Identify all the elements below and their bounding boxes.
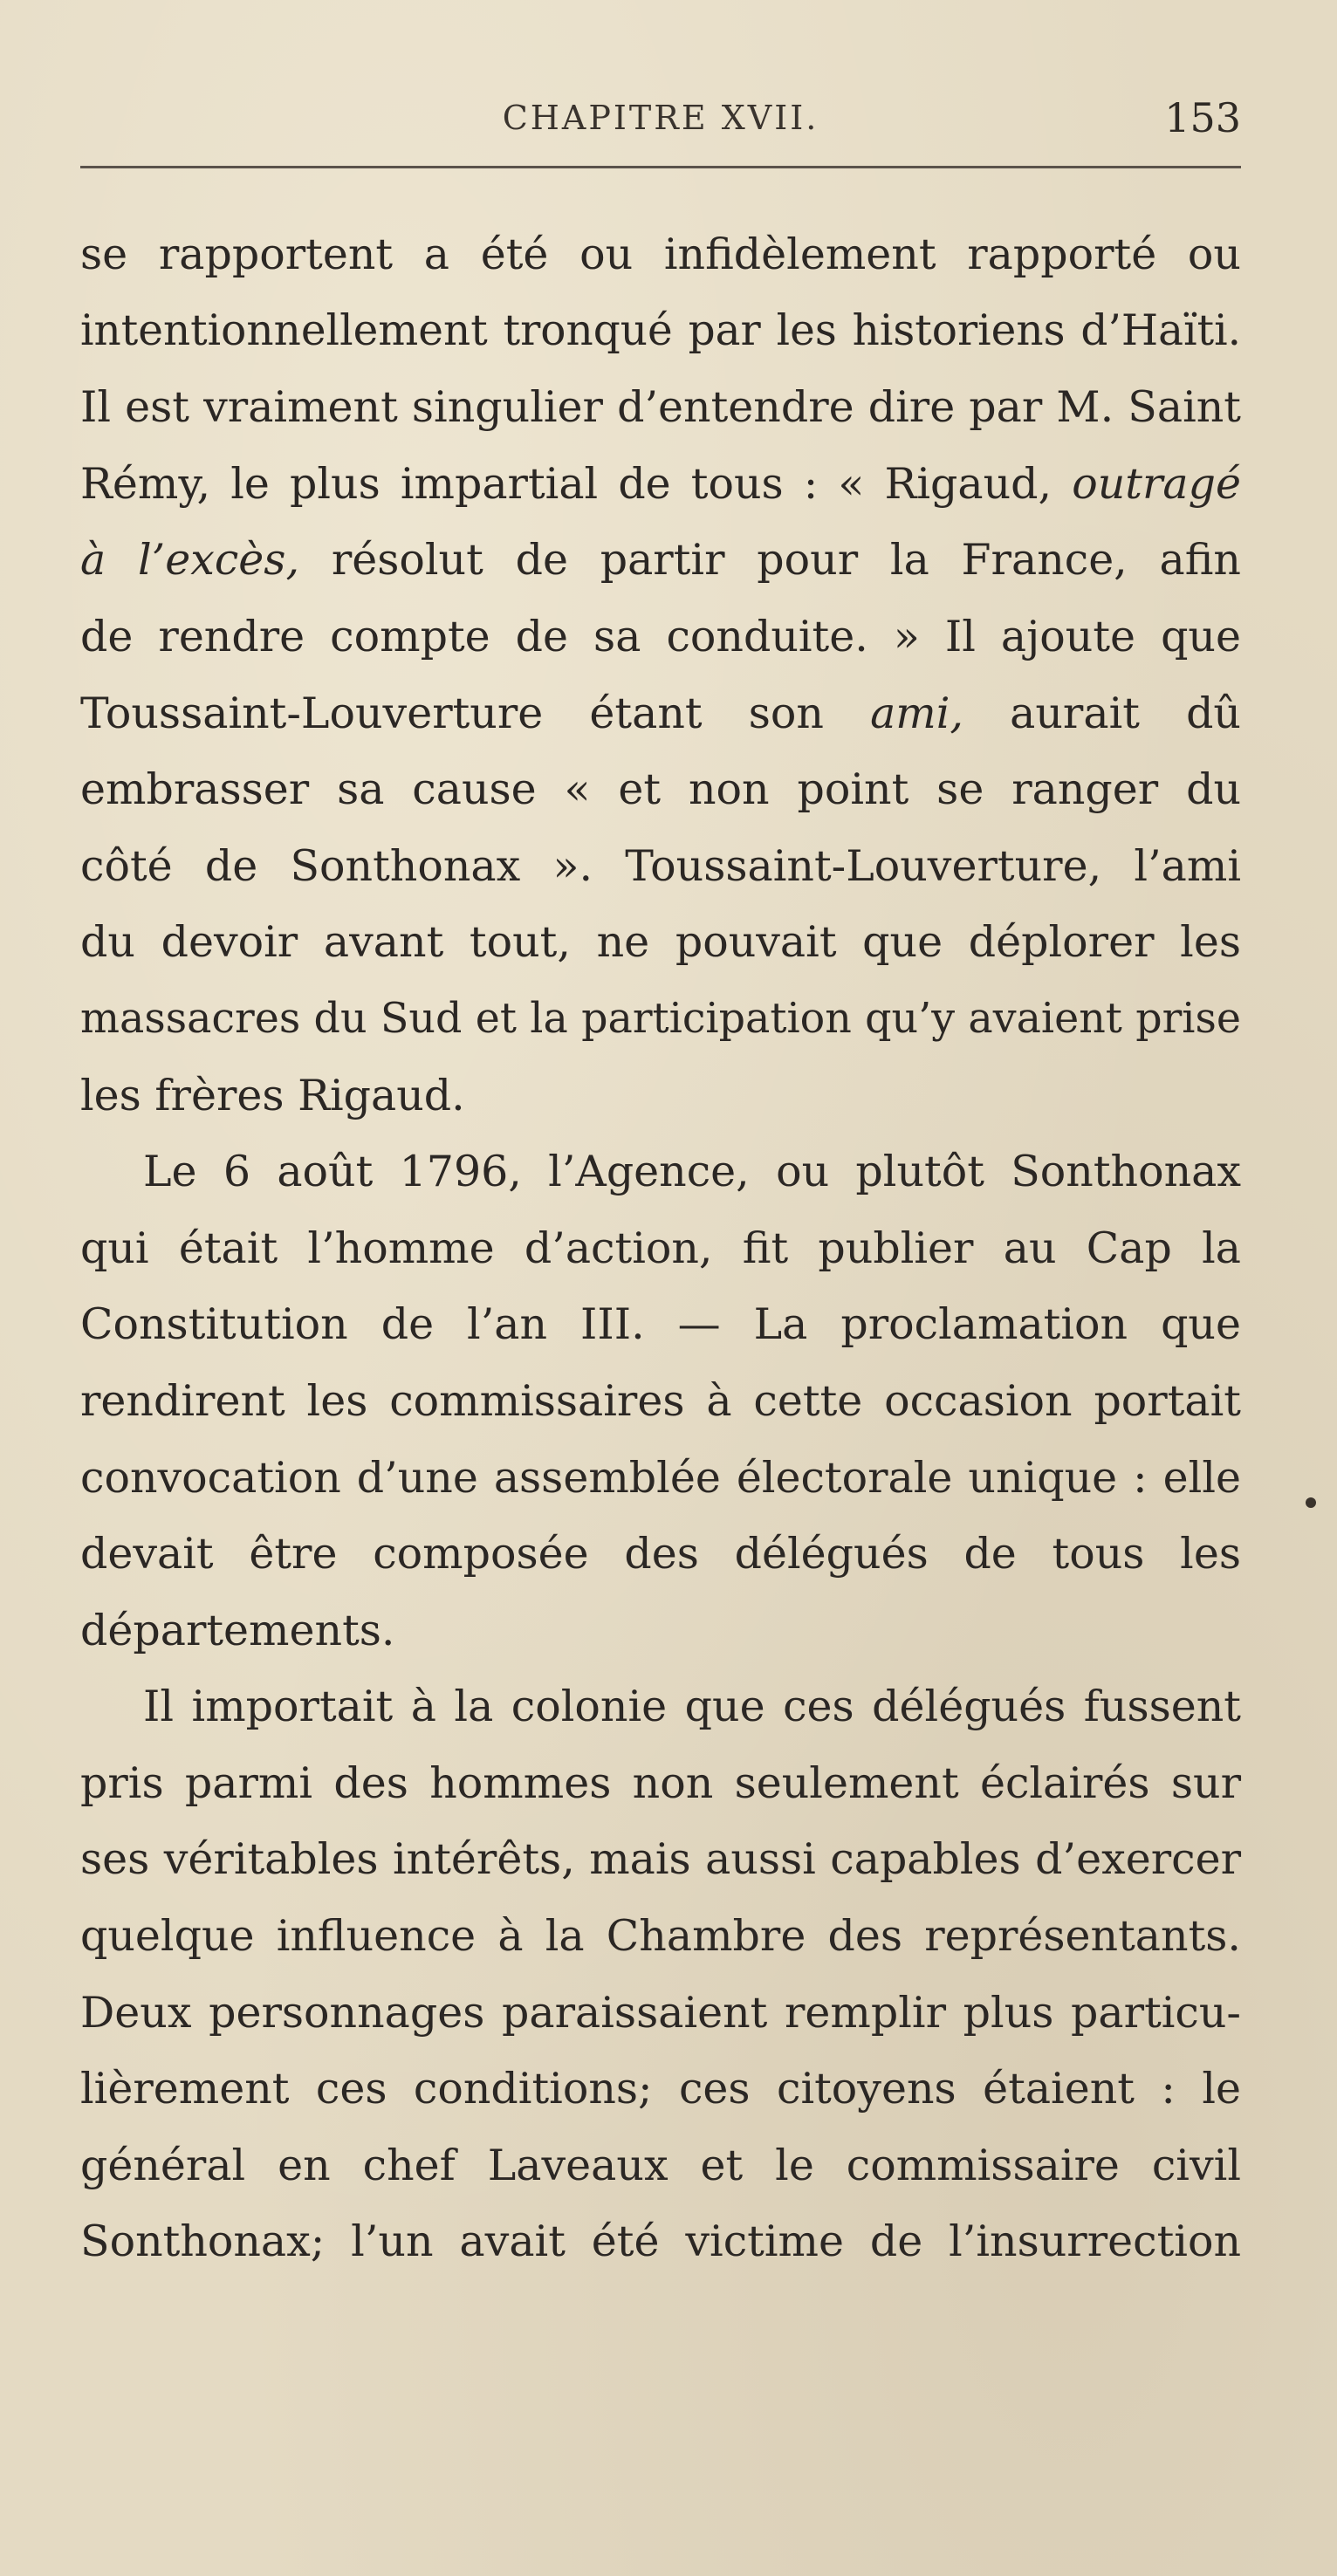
text-line: rendirent les commissaires à cette occasion portait [80, 1375, 1241, 1426]
paragraph-1 [80, 216, 1241, 1134]
paragraph-2 [80, 1134, 1241, 1668]
text-line: du devoir avant tout, ne pouvait que déplorer les [80, 917, 1241, 968]
text-line: général en chef Laveaux et le commissaire civil [80, 2140, 1241, 2190]
text-line: devait être composée des délégués de tous les [80, 1529, 1241, 1579]
italic-text: outragé [1072, 458, 1241, 509]
page-number: 153 [1164, 94, 1241, 141]
text-line: Il est vraiment singulier d’entendre dire par M. Saint [80, 382, 1241, 433]
text-line: se rapportent a été ou infidèlement rapporté ou [80, 230, 1241, 279]
text-line: côté de Sonthonax ». Toussaint-Louverture, l’ami [80, 840, 1241, 891]
text-line: départements. [80, 1605, 395, 1655]
italic-text: ami, [870, 688, 964, 738]
text-line: Le 6 août 1796, l’Agence, ou plutôt Sonthonax [143, 1147, 1241, 1197]
text-line: ses véritables intérêts, mais aussi capables d’exercer [80, 1834, 1241, 1885]
paragraph-3 [80, 1668, 1241, 2280]
text-line: massacres du Sud et la participation qu’y avaient prise [80, 994, 1241, 1043]
text-line: les frères Rigaud. [80, 1070, 465, 1120]
text-line: quelque influence à la Chambre des représentants. [80, 1911, 1241, 1962]
text-line: embrasser sa cause « et non point se ranger du [80, 764, 1241, 815]
italic-text: à l’excès, [80, 535, 300, 586]
body-text [80, 216, 1241, 2280]
header-rule [80, 166, 1241, 168]
text-span: aurait dû [1010, 688, 1241, 738]
text-line: Deux personnages paraissaient remplir plus particu- [80, 1987, 1241, 2038]
text-line: intentionnellement tronqué par les historiens d’Haïti. [80, 305, 1241, 355]
text-line: pris parmi des hommes non seulement éclairés sur [80, 1757, 1241, 1808]
chapter-title: CHAPITRE XVII. [502, 99, 819, 137]
text-line [80, 675, 1241, 752]
running-head [80, 87, 1241, 148]
text-line [80, 522, 1241, 599]
text-line [80, 446, 1241, 523]
text-span: Toussaint-Louverture étant son [80, 688, 824, 738]
text-line: de rendre compte de sa conduite. » Il ajoute que [80, 611, 1241, 661]
text-line: convocation d’une assemblée électorale unique : elle [80, 1452, 1241, 1503]
text-line: qui était l’homme d’action, fit publier au Cap la [80, 1223, 1241, 1273]
text-line: Il importait à la colonie que ces délégués fussent [143, 1682, 1241, 1732]
text-line: Sonthonax; l’un avait été victime de l’insurrection [80, 2216, 1241, 2267]
text-line: lièrement ces conditions; ces citoyens étaient : le [80, 2064, 1241, 2114]
text-span: résolut de partir pour la France, afin [331, 535, 1241, 586]
text-span: Rémy, le plus impartial de tous : « Rigaud, [80, 458, 1052, 509]
text-line: Constitution de l’an III. — La proclamation que [80, 1299, 1241, 1350]
ink-speck [1306, 1497, 1316, 1508]
